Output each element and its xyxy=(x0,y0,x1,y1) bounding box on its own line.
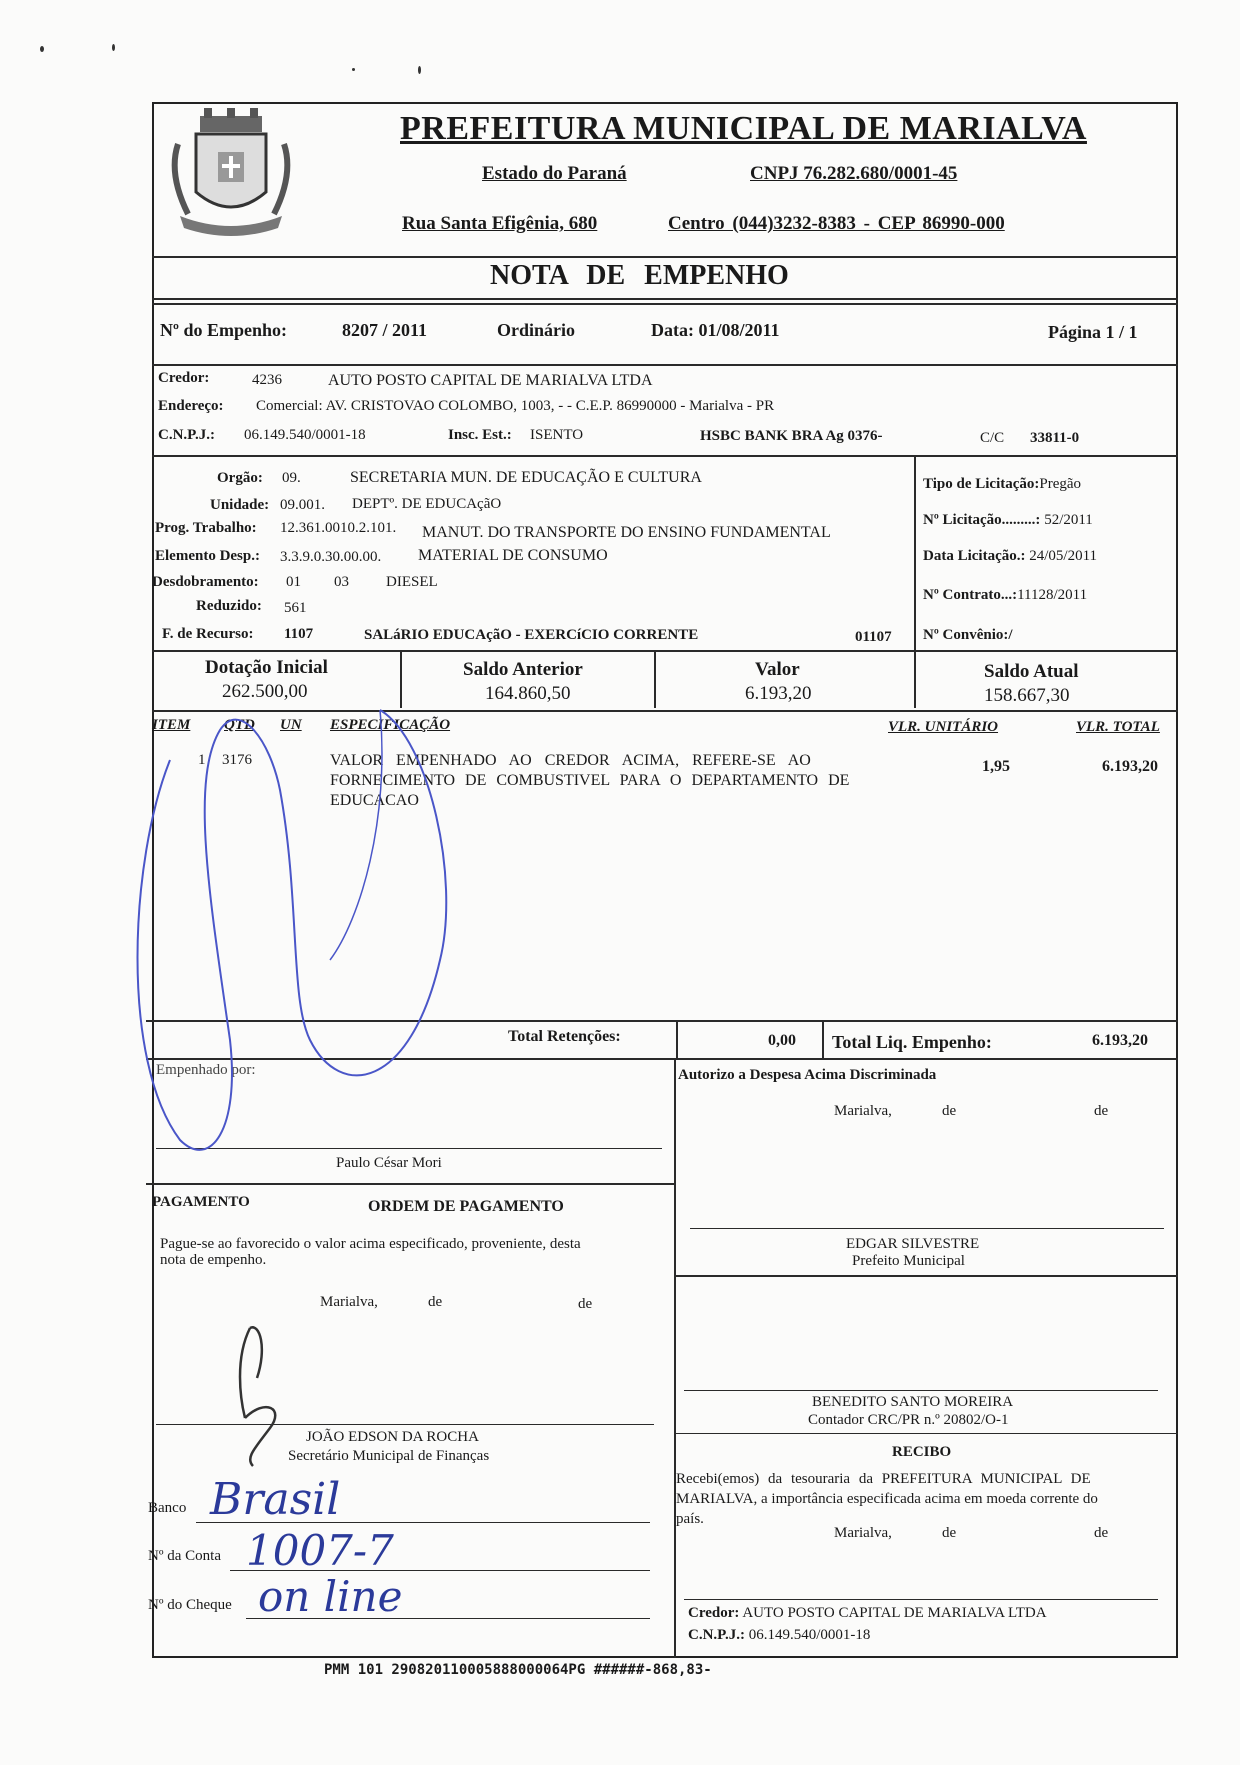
pagamento-de1: de xyxy=(428,1294,443,1310)
col-unitario: VLR. UNITÁRIO xyxy=(888,719,999,735)
municipal-crest-icon xyxy=(158,104,304,244)
conta-label: Nº da Conta xyxy=(148,1548,221,1564)
item-spec-line1: VALOR EMPENHADO AO CREDOR ACIMA, REFERE-SE AO xyxy=(330,752,811,769)
col-item: ITEM xyxy=(152,717,191,733)
saldo-anterior-value: 164.860,50 xyxy=(485,683,571,704)
recibo-cnpj: C.N.P.J.: 06.149.540/0001-18 xyxy=(688,1627,871,1643)
secretario-role: Secretário Municipal de Finanças xyxy=(288,1448,490,1464)
item-number: 1 xyxy=(198,752,206,768)
dotacao-label: Dotação Inicial xyxy=(205,657,328,678)
item-spec-line2: FORNECIMENTO DE COMBUSTIVEL PARA O DEPARTAMENTO DE xyxy=(330,772,850,789)
recurso-name: SALáRIO EDUCAçãO - EXERCíCIO CORRENTE xyxy=(364,627,699,643)
empenhado-name: Paulo César Mori xyxy=(336,1155,442,1171)
contador-role: Contador CRC/PR n.º 20802/O-1 xyxy=(808,1412,1009,1428)
cnpj-credor-label: C.N.P.J.: xyxy=(158,427,215,443)
unidade-code: 09.001. xyxy=(280,497,325,513)
autorizo-city: Marialva, xyxy=(834,1103,892,1119)
cc-label: C/C xyxy=(980,430,1005,446)
num-licitacao-label: Nº Licitação.........: 52/2011 xyxy=(923,512,1093,528)
pagamento-de2: de xyxy=(578,1296,593,1312)
empenho-number: 8207 / 2011 xyxy=(342,320,428,340)
reduzido-value: 561 xyxy=(284,600,307,616)
insc-label: Insc. Est.: xyxy=(448,427,512,443)
valor-label: Valor xyxy=(755,659,800,680)
prog-label: Prog. Trabalho: xyxy=(155,520,257,536)
cc-value: 33811-0 xyxy=(1030,430,1080,446)
elemento-code: 3.3.9.0.30.00.00. xyxy=(280,549,382,565)
pagamento-text1: Pague-se ao favorecido o valor acima especificado, proveniente, desta xyxy=(160,1236,581,1252)
scan-speck xyxy=(418,66,421,74)
prefeito-role: Prefeito Municipal xyxy=(852,1253,965,1269)
col-un: UN xyxy=(280,717,302,733)
recibo-text3: país. xyxy=(676,1511,704,1527)
empenho-type: Ordinário xyxy=(497,320,576,340)
recurso-code: 1107 xyxy=(284,626,314,642)
autorizo-de2: de xyxy=(1094,1103,1109,1119)
bank-info: HSBC BANK BRA Ag 0376- xyxy=(700,428,883,444)
prefeito-name: EDGAR SILVESTRE xyxy=(846,1236,980,1252)
liquido-label: Total Liq. Empenho: xyxy=(832,1032,992,1052)
credor-name: AUTO POSTO CAPITAL DE MARIALVA LTDA xyxy=(328,372,653,389)
prefeitura-title: PREFEITURA MUNICIPAL DE MARIALVA xyxy=(400,110,1087,147)
recibo-credor: Credor: AUTO POSTO CAPITAL DE MARIALVA LTDA xyxy=(688,1605,1047,1621)
pagamento-city: Marialva, xyxy=(320,1294,378,1310)
unidade-name: DEPTº. DE EDUCAçãO xyxy=(352,496,502,512)
pagamento-text2: nota de empenho. xyxy=(160,1252,267,1268)
cheque-handwritten: on line xyxy=(258,1572,403,1621)
autorizo-label: Autorizo a Despesa Acima Discriminada xyxy=(678,1067,937,1083)
elemento-label: Elemento Desp.: xyxy=(155,548,260,564)
recibo-city: Marialva, xyxy=(834,1525,892,1541)
desdobramento-label: Desdobramento: xyxy=(152,574,259,590)
retencoes-label: Total Retenções: xyxy=(508,1028,621,1045)
prog-name: MANUT. DO TRANSPORTE DO ENSINO FUNDAMENTAL xyxy=(422,524,831,541)
conta-handwritten: 1007-7 xyxy=(246,1526,394,1575)
orgao-code: 09. xyxy=(282,470,301,486)
data-licitacao-label: Data Licitação.: 24/05/2011 xyxy=(923,548,1098,564)
autorizo-de1: de xyxy=(942,1103,957,1119)
recurso-label: F. de Recurso: xyxy=(162,626,254,642)
item-spec-line3: EDUCACAO xyxy=(330,792,419,809)
insc-value: ISENTO xyxy=(530,427,584,443)
page-number: Página 1 / 1 xyxy=(1048,322,1138,342)
ordem-pagamento-label: ORDEM DE PAGAMENTO xyxy=(368,1198,564,1215)
dotacao-value: 262.500,00 xyxy=(222,681,308,702)
empenho-label: Nº do Empenho: xyxy=(160,320,287,340)
banco-handwritten: Brasil xyxy=(210,1474,341,1525)
orgao-name: SECRETARIA MUN. DE EDUCAÇÃO E CULTURA xyxy=(350,469,702,486)
item-unitario: 1,95 xyxy=(982,758,1010,775)
convenio-label: Nº Convênio:/ xyxy=(923,627,1013,643)
valor-value: 6.193,20 xyxy=(745,683,812,704)
document-title: NOTA DE EMPENHO xyxy=(490,260,789,291)
desdobramento-a: 01 xyxy=(286,574,301,590)
contador-name: BENEDITO SANTO MOREIRA xyxy=(812,1394,1014,1410)
credor-label: Credor: xyxy=(158,370,210,386)
col-espec: ESPECIFICAÇÃO xyxy=(330,717,451,733)
empenho-date: Data: 01/08/2011 xyxy=(651,320,780,340)
recibo-de1: de xyxy=(942,1525,957,1541)
item-total: 6.193,20 xyxy=(1102,758,1158,775)
retencoes-value: 0,00 xyxy=(768,1032,796,1049)
contrato-label: Nº Contrato...:11128/2011 xyxy=(923,587,1088,603)
prog-code: 12.361.0010.2.101. xyxy=(280,520,397,536)
address-rest: Centro (044)3232-8383 - CEP 86990-000 xyxy=(668,213,1005,234)
unidade-label: Unidade: xyxy=(210,497,270,513)
scan-speck xyxy=(352,68,355,71)
recibo-text1: Recebi(emos) da tesouraria da PREFEITURA MUNICIPAL DE xyxy=(676,1471,1091,1487)
address-label: Endereço: xyxy=(158,398,224,414)
credor-address: Comercial: AV. CRISTOVAO COLOMBO, 1003, - - C.E.P. 86990000 - Marialva - PR xyxy=(256,398,775,414)
saldo-anterior-label: Saldo Anterior xyxy=(463,659,583,680)
saldo-atual-label: Saldo Atual xyxy=(984,661,1079,682)
recibo-de2: de xyxy=(1094,1525,1109,1541)
desdobramento-b: 03 xyxy=(334,574,349,590)
item-qtd: 3176 xyxy=(222,752,252,768)
orgao-label: Orgão: xyxy=(217,470,263,486)
credor-code: 4236 xyxy=(252,372,282,388)
scan-speck xyxy=(112,44,115,51)
credor-cnpj: 06.149.540/0001-18 xyxy=(244,427,366,443)
state-label: Estado do Paraná xyxy=(482,163,627,184)
pagamento-label: PAGAMENTO xyxy=(152,1194,250,1210)
banco-label: Banco xyxy=(148,1500,187,1516)
recibo-title: RECIBO xyxy=(892,1444,952,1460)
desdobramento-name: DIESEL xyxy=(386,574,438,590)
empenhado-label: Empenhado por: xyxy=(156,1062,256,1078)
footer-code: PMM 101 290820110005888000064PG ######-868,83- xyxy=(324,1662,712,1678)
reduzido-label: Reduzido: xyxy=(196,598,262,614)
elemento-name: MATERIAL DE CONSUMO xyxy=(418,547,608,564)
scan-speck xyxy=(40,46,44,52)
liquido-value: 6.193,20 xyxy=(1092,1032,1148,1049)
col-total: VLR. TOTAL xyxy=(1076,719,1160,735)
cnpj-label: CNPJ 76.282.680/0001-45 xyxy=(750,163,958,184)
col-qtd: QTD xyxy=(224,717,255,733)
address-street: Rua Santa Efigênia, 680 xyxy=(402,213,598,234)
recibo-text2: MARIALVA, a importância especificada acima em moeda corrente do xyxy=(676,1491,1098,1507)
secretario-name: JOÃO EDSON DA ROCHA xyxy=(306,1429,479,1445)
cheque-label: Nº do Cheque xyxy=(148,1597,232,1613)
recurso-num: 01107 xyxy=(855,629,892,645)
tipo-licitacao-label: Tipo de Licitação:Pregão xyxy=(923,476,1082,492)
saldo-atual-value: 158.667,30 xyxy=(984,685,1070,706)
